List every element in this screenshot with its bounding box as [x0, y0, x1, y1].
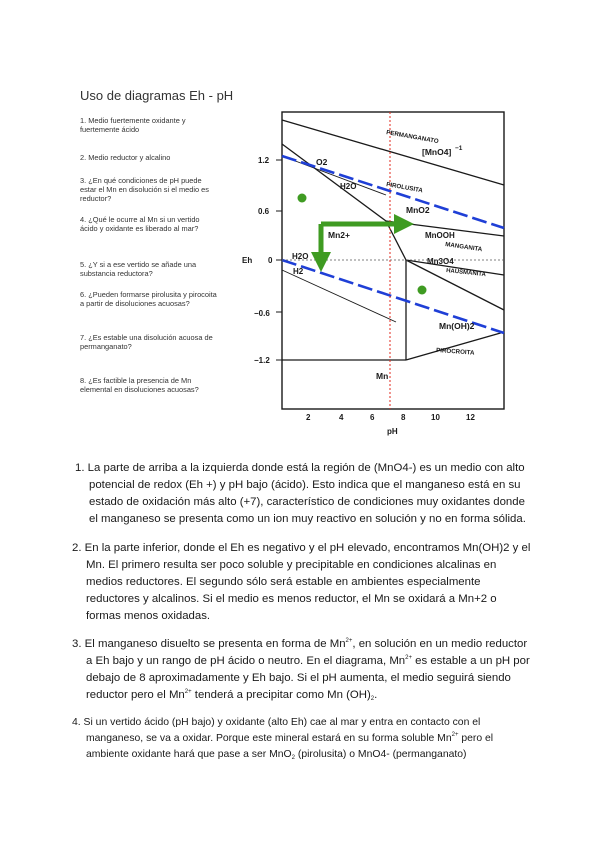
xtick-4: 4: [339, 413, 344, 422]
question-1: 1. Medio fuertemente oxidante y fuertemente ácido: [80, 116, 186, 135]
label-mn: Mn: [376, 371, 389, 381]
answers-section: [72, 449, 532, 774]
xtick-8: 8: [401, 413, 406, 422]
ytick-neg1.2: −1.2: [254, 356, 270, 365]
y-axis-label: Eh: [242, 256, 253, 265]
ytick-0.6: 0.6: [258, 207, 270, 216]
label-manganita: MANGANITA: [444, 241, 483, 254]
boundary-mn2-mno2: [282, 144, 386, 221]
label-h2o-upper: H2O: [340, 182, 357, 191]
label-h2o-lower: H2O: [292, 252, 309, 261]
answer-4: 4. Si un vertido ácido (pH bajo) y oxidante (alto Eh) cae al mar y entra en contacto con el manganeso, se va a oxidar. Porque este mineral estará en su forma soluble $Mn^{2+}$ pero el ambiente oxidante hará que pase a ser MnO$_2$ (pirolusita) o MnO4- (permanganato): [72, 717, 494, 762]
label-mno2: MnO2: [406, 205, 430, 215]
label-mn2: Mn2+: [328, 230, 350, 240]
label-h2: H2: [293, 267, 304, 276]
page-title: Uso de diagramas Eh - pH: [80, 88, 234, 103]
xtick-6: 6: [370, 413, 375, 422]
answer-1: 1. La parte de arriba a la izquierda donde está la región de (MnO4-) es un medio con alto potencial de redox (Eh +) y pH bajo (ácido). Esto indica que el manganeso está en su estado de oxidación más alto (+7), característico de condiciones muy oxidantes donde el manganeso se presenta como un ion muy reactivo en solución y no en forma sólida.: [75, 462, 526, 526]
x-axis-label: pH: [387, 427, 398, 436]
ytick-0: 0: [268, 256, 273, 265]
question-4: 4. ¿Qué le ocurre al Mn si un vertido ácido y oxidante es liberado al mar?: [80, 215, 200, 234]
question-6: 6. ¿Pueden formarse pirolusita y pirocoita a partir de disoluciones acuosas?: [80, 290, 217, 309]
label-hausmanita: HAUSMANITA: [445, 268, 487, 279]
ytick-1.2: 1.2: [258, 156, 270, 165]
label-mno4: [MnO4]: [422, 147, 452, 157]
label-pirolusita: PIROLUSITA: [385, 181, 424, 195]
question-3: 3. ¿En qué condiciones de pH puede estar el Mn en disolución si el medio es reductor?: [80, 176, 209, 204]
question-5: 5. ¿Y si a ese vertido se añade una substancia reductora?: [80, 260, 197, 279]
label-mnoh2: Mn(OH)2: [439, 321, 475, 331]
boundary-mn2-mnooh: [386, 221, 406, 260]
label-permanganato: PERMANGANATO: [385, 129, 440, 146]
boundary-mnoh2-mn: [406, 332, 504, 360]
label-mno4-charge: −1: [455, 145, 463, 152]
ytick-neg0.6: −0.6: [254, 309, 270, 318]
label-o2: O2: [316, 157, 328, 167]
point-alkaline-reducing: [418, 286, 427, 295]
question-7: 7. ¿Es estable una disolución acuosa de permanganato?: [80, 333, 213, 352]
xtick-10: 10: [431, 413, 440, 422]
y-axis-ticks: [276, 160, 282, 360]
answer-2: 2. En la parte inferior, donde el Eh es negativo y el pH elevado, encontramos Mn(OH)2 y el Mn. El primero resulta ser poco soluble y precipitable en condiciones alcalinas en medios reductores. El segundo sólo será estable en ambientes especialmente reductores y alcalinos. Si el medio es menos reductor, el Mn se oxidará a Mn+2 o formas menos oxidadas.: [72, 541, 531, 622]
question-8: 8. ¿Es factible la presencia de Mn elemental en disoluciones acuosas?: [80, 376, 199, 395]
point-acid-oxidizing: [298, 194, 307, 203]
label-mnooh: MnOOH: [425, 231, 455, 240]
answer-3: 3. El manganeso disuelto se presenta en forma de $Mn^{2+}$, en solución en un medio reductor a Eh bajo y un rango de pH ácido o neutro. En el diagrama, $Mn^{2+}$ es estable a un pH por debajo de 8 aproximadamente y Eh bajo. Si el pH aumenta, el medio seguirá siendo reductor pero el $Mn^{2+}$ tenderá a precipitar como Mn $(OH)_2$.: [72, 638, 530, 703]
o2-guide-line: [282, 156, 386, 195]
label-mn3o4: Mn3O4: [427, 257, 454, 266]
xtick-2: 2: [306, 413, 311, 422]
h2-guide-line: [282, 270, 396, 322]
eh-ph-diagram: [236, 100, 536, 442]
label-pirocroita: PIROCROITA: [435, 347, 475, 357]
xtick-12: 12: [466, 413, 475, 422]
question-2: 2. Medio reductor y alcalino: [80, 153, 171, 162]
